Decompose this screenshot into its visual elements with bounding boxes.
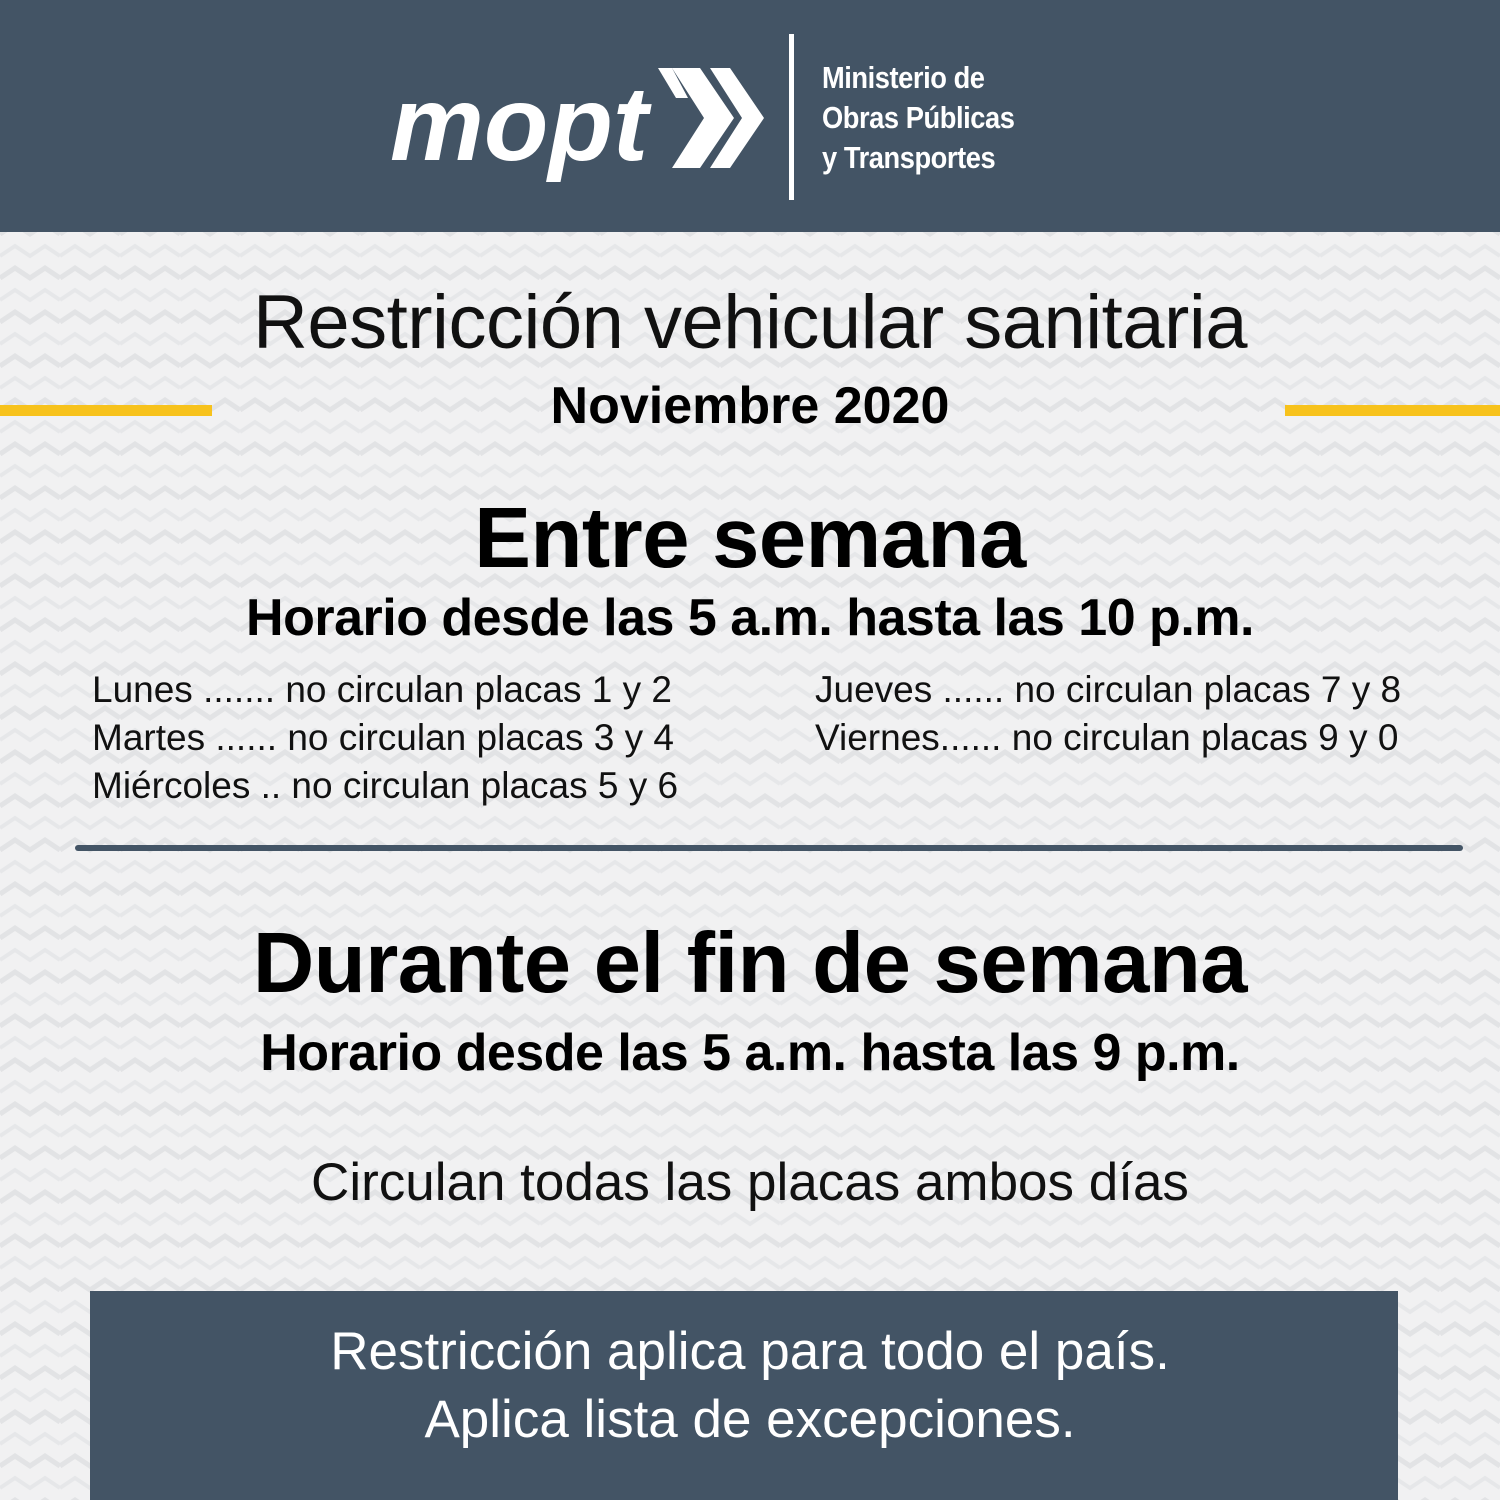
mopt-logo	[388, 62, 658, 192]
page-title: Restricción vehicular sanitaria	[252, 280, 1248, 365]
weekday-plates-left	[92, 666, 678, 810]
ministry-line: y Transportes	[822, 140, 996, 175]
section-divider	[75, 845, 1463, 851]
weekend-heading: Durante el fin de semana	[252, 916, 1248, 1011]
plate-restriction-item: Viernes...... no circulan placas 9 y 0	[815, 717, 1399, 758]
footer-text	[0, 1318, 1500, 1454]
logo-wordmark: mopt	[390, 65, 652, 183]
weekday-heading: Entre semana	[474, 491, 1026, 586]
footer-line: Restricción aplica para todo el país.	[330, 1322, 1170, 1381]
header-divider	[789, 34, 794, 200]
ministry-name	[822, 58, 1086, 178]
plate-restriction-item: Lunes ....... no circulan placas 1 y 2	[92, 669, 672, 710]
plate-restriction-item: Jueves ...... no circulan placas 7 y 8	[815, 669, 1402, 710]
weekday-plates-right	[815, 666, 1401, 762]
ministry-line: Obras Públicas	[822, 100, 1015, 135]
page-subtitle: Noviembre 2020	[550, 377, 950, 435]
double-chevron-right-icon	[650, 62, 770, 174]
plate-restriction-item: Miércoles .. no circulan placas 5 y 6	[92, 765, 679, 806]
weekend-schedule: Horario desde las 5 a.m. hasta las 9 p.m.	[260, 1024, 1240, 1082]
ministry-line: Ministerio de	[822, 60, 985, 95]
header-banner	[0, 0, 1500, 232]
weekend-note: Circulan todas las placas ambos días	[311, 1153, 1189, 1212]
weekday-schedule: Horario desde las 5 a.m. hasta las 10 p.m.	[246, 589, 1254, 647]
footer-line: Aplica lista de excepciones.	[424, 1390, 1076, 1449]
plate-restriction-item: Martes ...... no circulan placas 3 y 4	[92, 717, 674, 758]
